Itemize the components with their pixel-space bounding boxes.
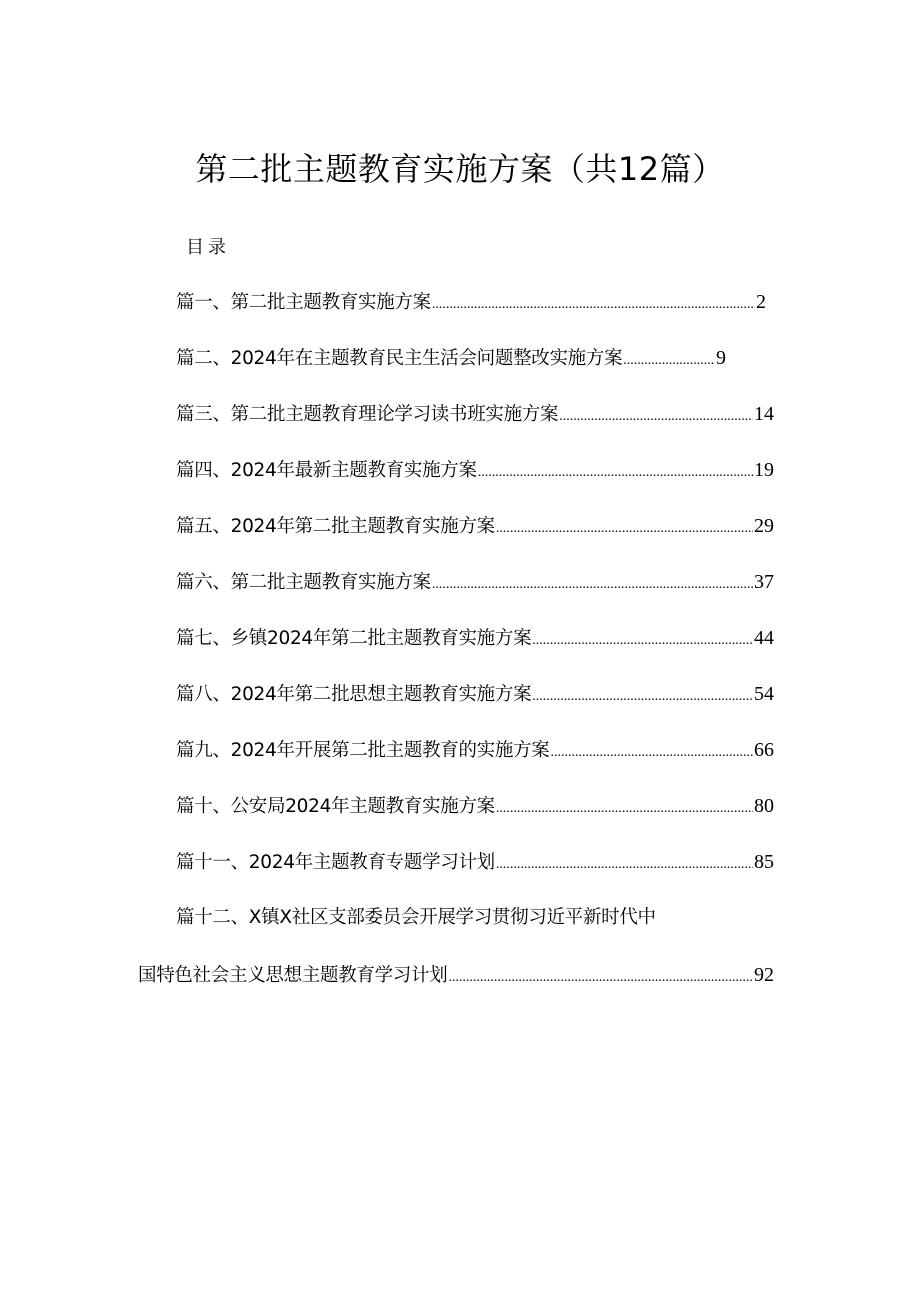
toc-leader-dots	[448, 963, 753, 993]
toc-page-number: 80	[754, 795, 774, 817]
toc-entry-4[interactable]	[176, 455, 774, 485]
toc-entry-11[interactable]	[176, 847, 774, 877]
toc-entry-12-line1[interactable]: 篇十二、X镇X社区支部委员会开展学习贯彻习近平新时代中	[176, 907, 656, 928]
toc-leader-dots	[496, 514, 753, 544]
toc-leader-dots	[623, 346, 715, 376]
toc-leader-dots	[496, 794, 753, 824]
toc-page-number: 85	[754, 851, 774, 873]
toc-entry-label: 篇二、2024年在主题教育民主生活会问题整改实施方案	[176, 348, 623, 369]
toc-page-number: 29	[754, 515, 774, 537]
toc-entry-9[interactable]	[176, 735, 774, 765]
toc-entry-label: 篇七、乡镇2024年第二批主题教育实施方案	[176, 628, 532, 649]
toc-leader-dots	[432, 290, 755, 320]
toc-entry-label: 篇八、2024年第二批思想主题教育实施方案	[176, 684, 532, 705]
toc-page-number: 66	[754, 739, 774, 761]
toc-entry-label: 国特色社会主义思想主题教育学习计划	[138, 965, 448, 986]
toc-entry-1[interactable]	[176, 287, 766, 317]
toc-entry-12[interactable]	[138, 960, 774, 990]
toc-page-number: 54	[754, 683, 774, 705]
toc-entry-3[interactable]	[176, 399, 774, 429]
toc-entry-10[interactable]	[176, 791, 774, 821]
toc-entry-7[interactable]	[176, 623, 774, 653]
toc-page-number: 14	[754, 403, 774, 425]
toc-leader-dots	[432, 570, 753, 600]
toc-page-number: 19	[754, 459, 774, 481]
toc-entry-label: 篇一、第二批主题教育实施方案	[176, 292, 431, 313]
toc-leader-dots	[532, 682, 753, 712]
toc-entry-label: 篇九、2024年开展第二批主题教育的实施方案	[176, 740, 550, 761]
toc-entry-8[interactable]	[176, 679, 774, 709]
toc-entry-6[interactable]	[176, 567, 774, 597]
toc-leader-dots	[496, 850, 753, 880]
toc-entry-label: 篇五、2024年第二批主题教育实施方案	[176, 516, 495, 537]
toc-entry-2[interactable]	[176, 343, 726, 373]
toc-leader-dots	[550, 738, 753, 768]
page-title: 第二批主题教育实施方案（共12篇）	[195, 150, 725, 188]
toc-page-number: 37	[754, 571, 774, 593]
toc-entry-5[interactable]	[176, 511, 774, 541]
toc-entry-label: 篇十一、2024年主题教育专题学习计划	[176, 852, 495, 873]
toc-leader-dots	[532, 626, 753, 656]
toc-heading: 目录	[186, 237, 230, 258]
toc-page-number: 92	[754, 964, 774, 986]
toc-leader-dots	[478, 458, 753, 488]
toc-entry-label: 篇三、第二批主题教育理论学习读书班实施方案	[176, 404, 559, 425]
toc-entry-label: 篇十、公安局2024年主题教育实施方案	[176, 796, 495, 817]
toc-page-number: 44	[754, 627, 774, 649]
toc-page-number: 9	[716, 347, 726, 369]
toc-entry-label: 篇四、2024年最新主题教育实施方案	[176, 460, 477, 481]
toc-page-number: 2	[756, 291, 766, 313]
toc-entry-label: 篇六、第二批主题教育实施方案	[176, 572, 431, 593]
toc-leader-dots	[559, 402, 753, 432]
